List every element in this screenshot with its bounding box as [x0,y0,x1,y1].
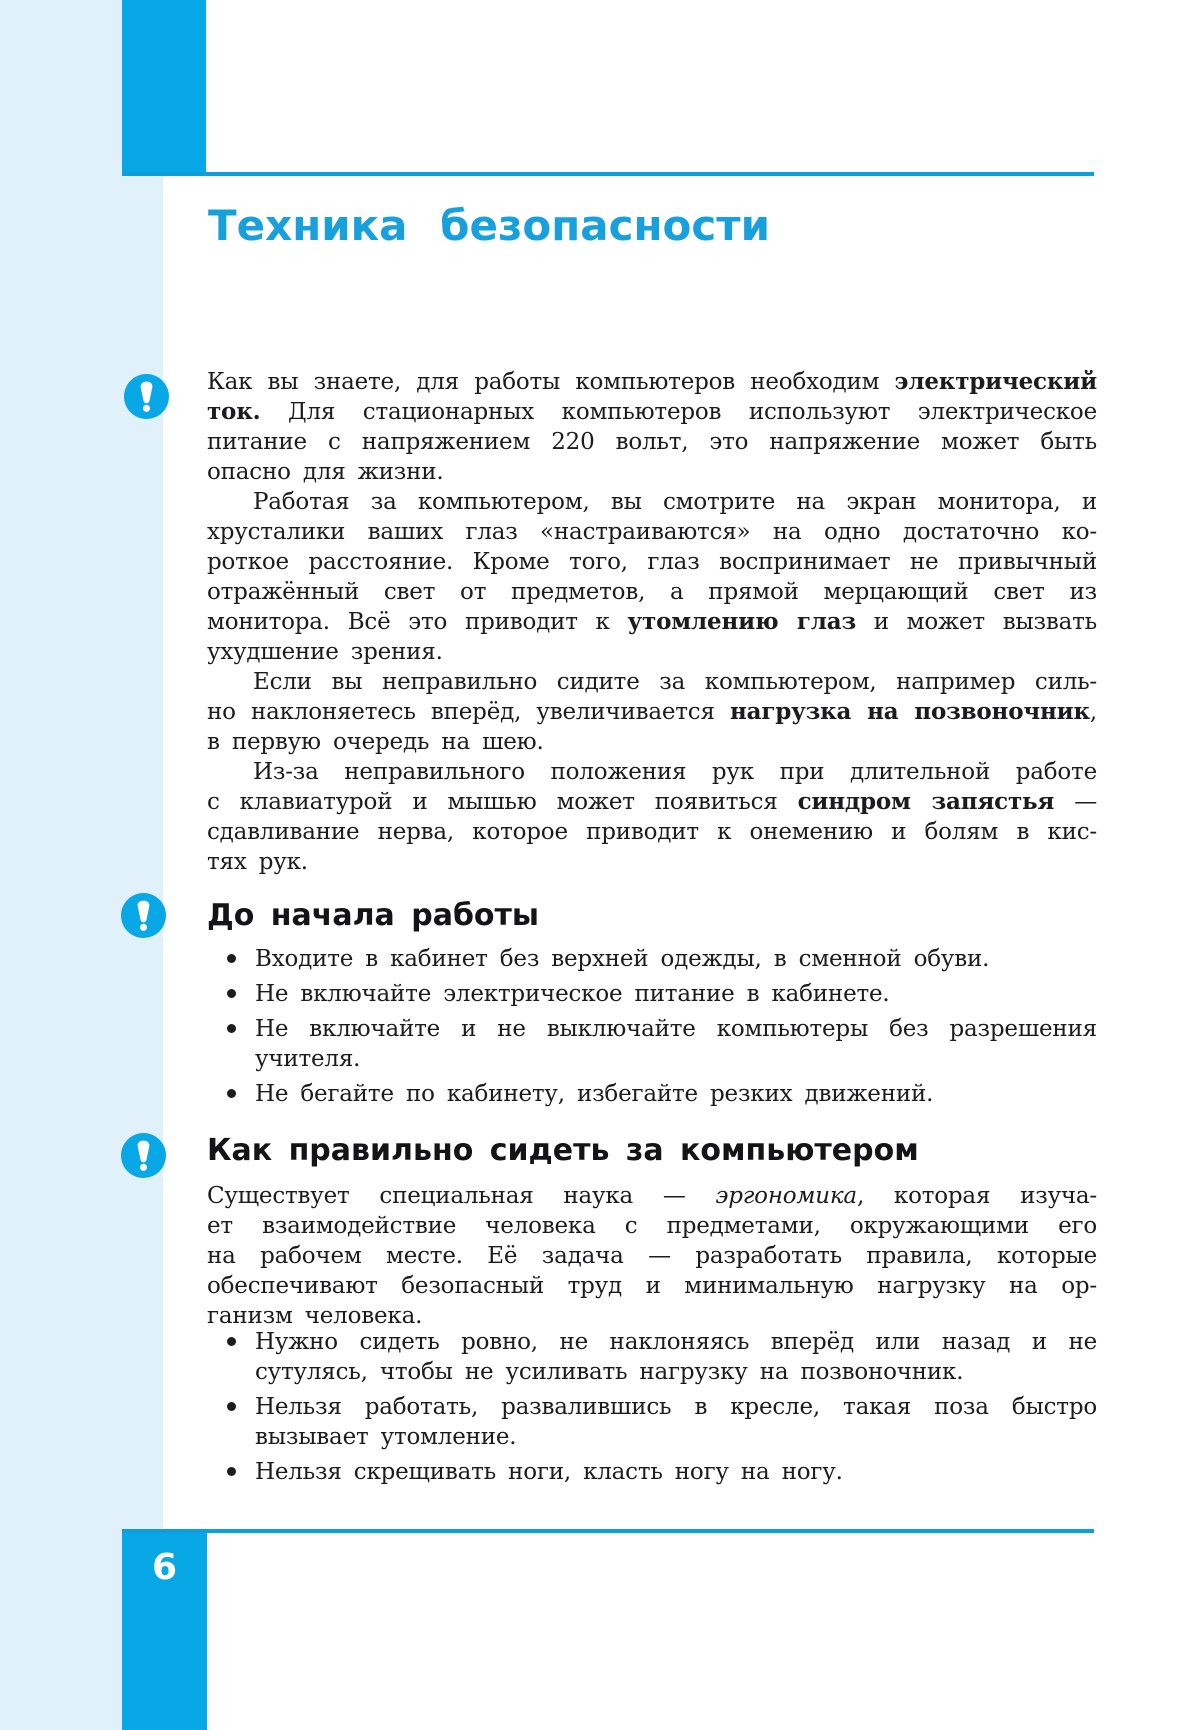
paragraph [207,487,1097,667]
body-line: ток. Для стационарных компьютеров используют электрическое [207,398,1097,425]
paragraph [207,367,1097,487]
body-line: Входите в кабинет без верхней одежды, в сменной обуви. [255,946,990,972]
list-item [207,1079,1097,1109]
bullet-icon [227,1337,236,1346]
page-number-bar [122,1533,207,1730]
body-line: Не включайте электрическое питание в кабинете. [255,981,890,1007]
top-accent-bar [122,0,206,176]
body-line: Нельзя скрещивать ноги, класть ногу на ногу. [255,1459,843,1485]
body-line: Существует специальная наука — эргономика, которая изуча- [207,1183,1097,1209]
body-line: Не включайте и не выключайте компьютеры без разрешения [255,1016,1097,1042]
page-title: Техника безопасности [208,201,771,250]
body-line: Работая за компьютером, вы смотрите на экран монитора, и [253,489,1097,515]
bullet-icon [227,1467,236,1476]
list-item [207,944,1097,974]
body-line: опасно для жизни. [207,459,444,485]
body-line: питание с напряжением 220 вольт, это напряжение может быть [207,429,1097,455]
top-divider-line [122,172,1094,176]
posture-rules-list [207,1327,1097,1492]
body-line: хрусталики ваших глаз «настраиваются» на одно достаточно ко- [207,519,1097,545]
warning-icon [124,374,169,419]
paragraph [207,757,1097,877]
body-line: обеспечивают безопасный труд и минимальную нагрузку на ор- [207,1273,1097,1299]
body-line: ганизм человека. [207,1303,423,1329]
body-line: но наклоняетесь вперёд, увеличивается нагрузка на позвоночник, [207,698,1097,725]
body-line: отражённый свет от предметов, а прямой мерцающий свет из [207,579,1097,605]
body-line: вызывает утомление. [255,1424,517,1450]
list-item [207,979,1097,1009]
body-line: сдавливание нерва, которое приводит к онемению и болям в кис- [207,819,1097,845]
left-margin-strip [0,0,163,1730]
paragraph [207,667,1097,757]
body-line: ухудшение зрения. [207,639,443,665]
body-line: тях рук. [207,849,308,875]
bullet-icon [227,1024,236,1033]
list-item [207,1457,1097,1487]
intro-text-block [207,367,1097,877]
list-item [207,1327,1097,1387]
safety-rules-list [207,944,1097,1114]
warning-icon [121,893,166,938]
ergonomics-paragraph [207,1181,1097,1331]
page-number: 6 [151,1547,178,1588]
warning-icon [121,1133,166,1178]
body-line: роткое расстояние. Кроме того, глаз воспринимает не привычный [207,549,1097,575]
list-item [207,1392,1097,1452]
section-heading-sitting-posture: Как правильно сидеть за компьютером [207,1133,919,1168]
section-heading-before-work: До начала работы [207,898,540,933]
body-line: Не бегайте по кабинету, избегайте резких движений. [255,1081,934,1107]
bullet-icon [227,954,236,963]
body-line: на рабочем месте. Её задача — разработать правила, которые [207,1243,1097,1269]
body-line: в первую очередь на шею. [207,729,544,755]
bullet-icon [227,1089,236,1098]
list-item [207,1014,1097,1074]
body-line: Из-за неправильного положения рук при длительной работе [253,759,1097,785]
body-line: Если вы неправильно сидите за компьютером, например силь- [253,669,1097,695]
body-line: сутулясь, чтобы не усиливать нагрузку на позвоночник. [255,1359,964,1385]
body-line: учителя. [255,1046,361,1072]
bullet-icon [227,989,236,998]
body-line: Нужно сидеть ровно, не наклоняясь вперёд или назад и не [255,1329,1097,1355]
bullet-icon [227,1402,236,1411]
body-line: монитора. Всё это приводит к утомлению глаз и может вызвать [207,608,1097,635]
body-line: с клавиатурой и мышью может появиться синдром запястья — [207,788,1097,815]
body-line: Как вы знаете, для работы компьютеров необходим электрический [207,368,1097,395]
body-line: ет взаимодействие человека с предметами, окружающими его [207,1213,1097,1239]
body-line: Нельзя работать, развалившись в кресле, такая поза быстро [255,1394,1097,1420]
bottom-divider-line [122,1529,1094,1533]
